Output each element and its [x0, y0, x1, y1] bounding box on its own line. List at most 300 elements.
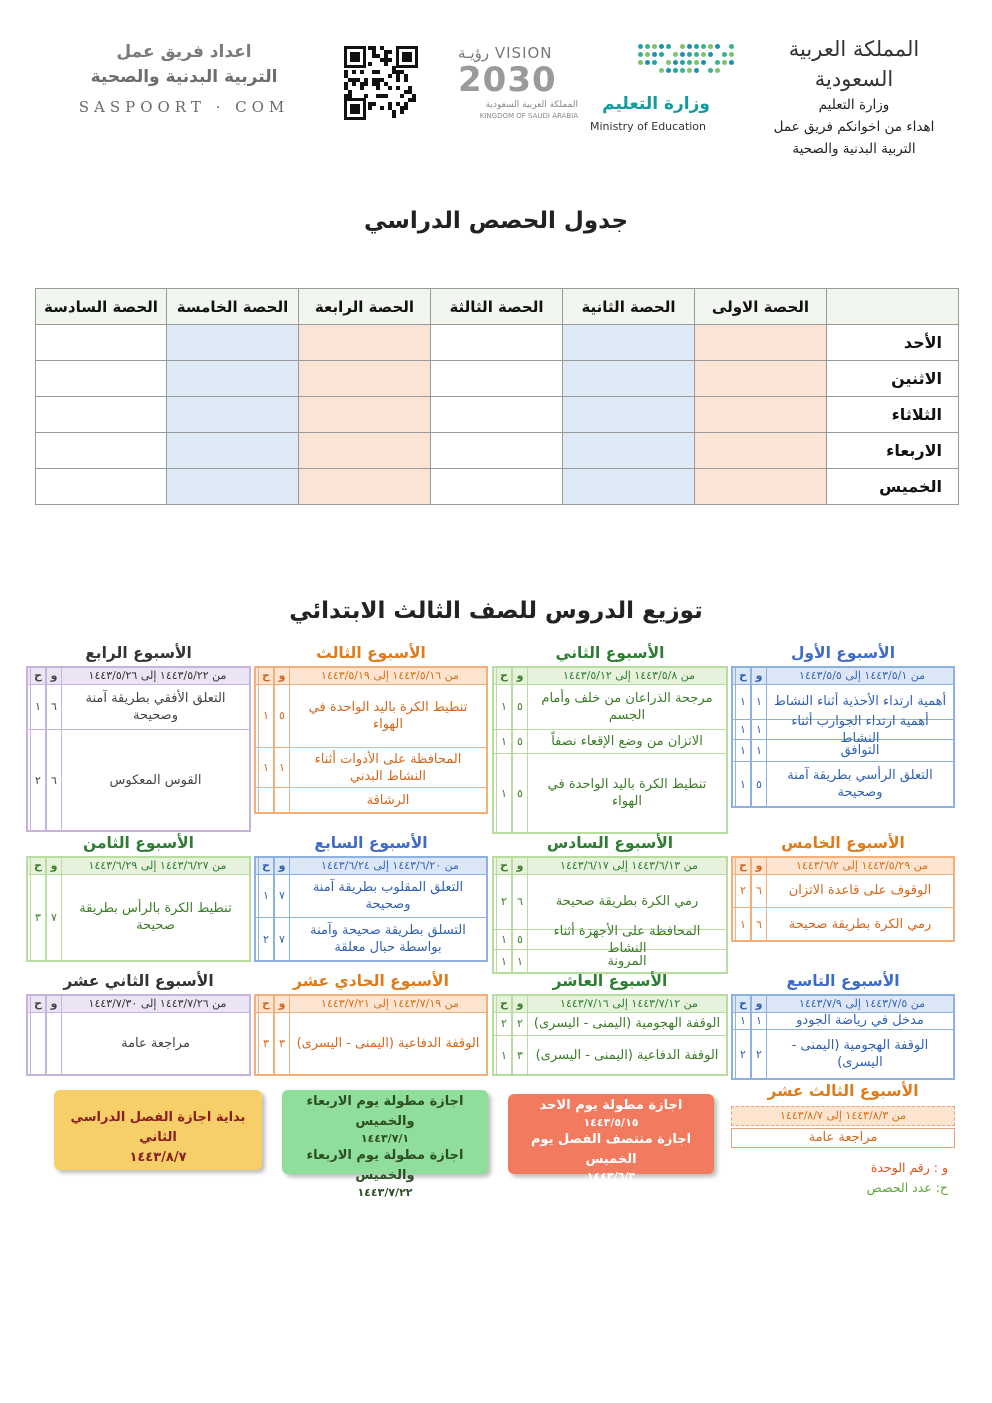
week-date: من ١٤٤٣/٦/٢٧ إلى ١٤٤٣/٦/٢٩ — [88, 859, 227, 872]
schedule-row — [36, 361, 959, 397]
schedule-cell[interactable] — [563, 469, 695, 505]
schedule-cell[interactable] — [167, 397, 299, 433]
moe-dot — [673, 68, 678, 73]
lesson-unit: ٦ — [512, 874, 528, 929]
moe-dot — [645, 52, 650, 57]
legend-unit: و : رقم الوحدة — [870, 1160, 948, 1175]
qr-module — [364, 94, 368, 98]
week-title: الأسبوع الثاني عشر — [63, 972, 214, 990]
schedule-cell[interactable] — [431, 397, 563, 433]
schedule-row — [36, 397, 959, 433]
moe-dot — [694, 44, 699, 49]
week-date: من ١٤٤٣/٥/١ إلى ١٤٤٣/٥/٥ — [798, 669, 926, 682]
moe-dot — [701, 52, 706, 57]
qr-module — [408, 90, 412, 94]
qr-module — [376, 78, 380, 82]
period-3: الحصة الثالثة — [431, 289, 563, 325]
moe-dot — [680, 44, 685, 49]
legend-count: ح: عدد الحصص — [866, 1180, 948, 1195]
moe-dot — [638, 52, 643, 57]
lesson-text: مرجحة الذراعان من خلف وأمام الجسم — [541, 690, 713, 723]
lesson-text: تنطيط الكرة بالرأس بطريقة صحيحة — [79, 901, 232, 933]
schedule-cell[interactable] — [299, 469, 431, 505]
qr-module — [380, 46, 384, 50]
lesson-count: ١ — [496, 730, 512, 753]
week-block — [492, 972, 728, 1076]
lesson-unit: ٥ — [274, 684, 290, 747]
holiday-green-line1: اجازة مطولة يوم الاربعاء والخميس — [306, 1094, 464, 1129]
week-date-row — [494, 668, 726, 685]
schedule-cell[interactable] — [299, 397, 431, 433]
lesson-text: مراجعة عامة — [121, 1035, 190, 1051]
lesson-text: الاتزان من وضع الإقعاء نصفاً — [551, 734, 703, 749]
lesson-row — [494, 923, 726, 956]
week-date: من ١٤٤٣/٦/٢٠ إلى ١٤٤٣/٦/٢٤ — [321, 859, 459, 872]
qr-module — [388, 58, 392, 62]
week-date-row — [256, 996, 486, 1013]
schedule-cell[interactable] — [563, 325, 695, 361]
schedule-cell[interactable] — [167, 325, 299, 361]
schedule-cell[interactable] — [563, 361, 695, 397]
qr-module — [402, 52, 412, 62]
lesson-text: أهمية ارتداء الأحذية أثناء النشاط — [773, 694, 947, 709]
lesson-unit: ٦ — [751, 908, 767, 940]
week-date: من ١٤٤٣/٥/٨ إلى ١٤٤٣/٥/١٢ — [563, 669, 695, 682]
lesson-count — [258, 788, 274, 812]
ministry-header — [754, 34, 954, 160]
schedule-cell[interactable] — [299, 433, 431, 469]
qr-module — [352, 82, 356, 86]
moe-dot — [659, 68, 664, 73]
qr-module — [396, 70, 400, 74]
lesson-unit: ٦ — [46, 684, 62, 729]
week-date: من ١٤٤٣/٧/١٢ إلى ١٤٤٣/٧/١٦ — [560, 997, 698, 1010]
week-title: الأسبوع الثالث — [316, 644, 426, 662]
lesson-count: ٣ — [30, 874, 46, 960]
lesson-count: ١ — [258, 748, 274, 787]
moe-dot — [708, 44, 713, 49]
lesson-row — [494, 1036, 726, 1074]
brand-block — [66, 40, 302, 124]
schedule-cell[interactable] — [167, 361, 299, 397]
lesson-text: التسلق بطريقة صحيحة وآمنة بواسطة حبال معلقة — [310, 923, 466, 955]
qr-module — [388, 86, 392, 90]
schedule-cell[interactable] — [431, 361, 563, 397]
qr-module — [348, 78, 352, 82]
schedule-cell[interactable] — [36, 325, 167, 361]
legend — [748, 1158, 948, 1198]
moe-dot — [715, 60, 720, 65]
lesson-count: ١ — [258, 684, 274, 747]
schedule-cell[interactable] — [431, 325, 563, 361]
lesson-row — [733, 762, 953, 806]
qr-module — [392, 66, 396, 70]
lesson-unit: ١ — [751, 684, 767, 719]
qr-module — [372, 82, 376, 86]
moe-dot — [652, 60, 657, 65]
qr-module — [400, 110, 404, 114]
qr-module — [388, 102, 392, 106]
week-block — [254, 834, 488, 962]
unit-col-header: و — [751, 668, 767, 684]
moe-dot — [708, 52, 713, 57]
qr-module — [372, 54, 376, 58]
lesson-unit: ٥ — [512, 930, 528, 949]
qr-module — [400, 94, 404, 98]
qr-module — [350, 104, 360, 114]
lesson-count: ١ — [496, 1036, 512, 1074]
week-date-row — [28, 996, 249, 1013]
lesson-count — [30, 1012, 46, 1074]
qr-module — [412, 94, 416, 98]
moe-dot — [680, 60, 685, 65]
schedule-cell[interactable] — [695, 469, 827, 505]
qr-module — [376, 70, 380, 74]
lesson-row — [256, 874, 486, 918]
unit-col-header: و — [751, 858, 767, 874]
lesson-text: الرشاقة — [366, 792, 410, 808]
week-title: الأسبوع الرابع — [85, 644, 192, 662]
week-date-row — [28, 668, 249, 685]
schedule-title: جدول الحصص الدراسي — [363, 208, 629, 234]
vision-ar: المملكة العربية السعودية — [485, 100, 578, 110]
unit-col-header: و — [274, 996, 290, 1012]
dept-name: التربية البدنية والصحية — [792, 141, 916, 157]
lesson-text: التوافق — [840, 743, 880, 758]
week-date: من ١٤٤٣/٧/١٩ إلى ١٤٤٣/٧/٢١ — [321, 997, 459, 1010]
lesson-text: أهمية ارتداء الجوارب أثناء النشاط — [791, 713, 929, 746]
week-title: الأسبوع الأول — [790, 644, 896, 662]
week-title: الأسبوع الخامس — [781, 834, 905, 852]
schedule-cell[interactable] — [563, 397, 695, 433]
qr-module — [348, 90, 352, 94]
qr-module — [376, 54, 380, 58]
qr-module — [372, 78, 376, 82]
lesson-row — [494, 1012, 726, 1036]
qr-module — [404, 74, 408, 78]
week-block — [26, 834, 251, 962]
lesson-row — [256, 918, 486, 960]
brand-line-2: التربية البدنية والصحية — [90, 67, 278, 87]
moe-dot — [694, 68, 699, 73]
lesson-unit — [274, 788, 290, 812]
lesson-unit: ٦ — [46, 730, 62, 830]
lesson-text: مدخل في رياضة الجودو — [796, 1013, 924, 1028]
week-table — [731, 666, 955, 808]
schedule-cell[interactable] — [36, 397, 167, 433]
lesson-count: ٢ — [735, 874, 751, 907]
schedule-cell[interactable] — [431, 433, 563, 469]
unit-col-header: و — [512, 668, 528, 684]
holiday-green-line3: اجازة مطولة يوم الاربعاء والخميس — [306, 1148, 464, 1183]
week-table — [492, 994, 728, 1076]
moe-dot — [729, 52, 734, 57]
qr-module — [404, 102, 408, 106]
week-table — [26, 994, 251, 1076]
moe-dot — [701, 44, 706, 49]
period-2: الحصة الثانية — [563, 289, 695, 325]
moe-dots-icon — [638, 44, 734, 78]
period-1: الحصة الاولى — [695, 289, 827, 325]
qr-module — [376, 86, 380, 90]
qr-module — [372, 70, 376, 74]
week-table — [254, 994, 488, 1076]
moe-logo — [588, 40, 738, 140]
schedule-table — [35, 288, 959, 505]
lesson-unit: ٢ — [512, 1012, 528, 1035]
qr-module — [376, 82, 380, 86]
lesson-unit: ٢ — [751, 1030, 767, 1078]
count-col-header: ح — [496, 858, 512, 874]
qr-module — [380, 94, 384, 98]
qr-module — [384, 50, 388, 54]
week-date: من ١٤٤٣/٦/١٣ إلى ١٤٤٣/٦/١٧ — [560, 859, 698, 872]
moe-dot — [673, 52, 678, 57]
qr-module — [392, 110, 396, 114]
vision-en: KINGDOM OF SAUDI ARABIA — [479, 112, 578, 120]
lesson-count: ٢ — [496, 874, 512, 929]
lesson-text: المحافظة على الأدوات أثناء النشاط البدني — [314, 751, 462, 784]
week-date: من ١٤٤٣/٧/٥ إلى ١٤٤٣/٧/٩ — [798, 997, 926, 1010]
qr-module — [388, 106, 392, 110]
lesson-unit: ٧ — [274, 918, 290, 960]
schedule-cell[interactable] — [563, 433, 695, 469]
moe-dot — [701, 60, 706, 65]
lesson-row — [733, 874, 953, 908]
week-date: من ١٤٤٣/٧/٢٦ إلى ١٤٤٣/٧/٣٠ — [88, 997, 227, 1010]
qr-module — [380, 78, 384, 82]
qr-code-icon[interactable] — [344, 46, 418, 120]
holiday-red-line1: اجازة مطولة يوم الاحد — [539, 1098, 683, 1113]
moe-dot — [673, 60, 678, 65]
period-5: الحصة الخامسة — [167, 289, 299, 325]
week-13-block — [731, 1082, 955, 1154]
holiday-red-line4: ١٤٤٣/٦/٣ — [586, 1170, 636, 1183]
week-13-title: الأسبوع الثالث عشر — [767, 1082, 919, 1100]
lesson-text: الوقوف على قاعدة الاتزان — [788, 883, 932, 898]
week-title: الأسبوع الحادي عشر — [293, 972, 449, 990]
week-table — [26, 856, 251, 962]
lesson-text: رمي الكرة بطريقة صحيحة — [555, 894, 699, 909]
schedule-cell[interactable] — [695, 433, 827, 469]
qr-module — [360, 82, 364, 86]
count-col-header: ح — [496, 996, 512, 1012]
week-table — [731, 994, 955, 1080]
moe-dot — [638, 60, 643, 65]
lesson-row — [256, 748, 486, 788]
unit-col-header: و — [274, 858, 290, 874]
count-col-header: ح — [496, 668, 512, 684]
moe-dot — [687, 68, 692, 73]
lesson-row — [256, 1012, 486, 1074]
unit-col-header: و — [46, 668, 62, 684]
week-block — [254, 972, 488, 1076]
lesson-count: ١ — [735, 1012, 751, 1029]
lesson-unit: ٥ — [512, 730, 528, 753]
qr-module — [384, 82, 388, 86]
day-label: الأحد — [827, 325, 959, 361]
lesson-unit: ٧ — [274, 874, 290, 917]
schedule-cell[interactable] — [695, 397, 827, 433]
lesson-count: ١ — [735, 762, 751, 806]
moe-dot — [687, 52, 692, 57]
lesson-count: ١ — [496, 754, 512, 832]
week-title: الأسبوع السادس — [546, 834, 674, 852]
lesson-count: ٢ — [735, 1030, 751, 1078]
week-block — [492, 644, 728, 834]
lesson-row — [733, 908, 953, 940]
week-date-row — [733, 668, 953, 685]
count-col-header: ح — [735, 996, 751, 1012]
lesson-count: ١ — [735, 684, 751, 719]
lesson-row — [733, 713, 953, 746]
lesson-text: الوقفة الدفاعية (اليمنى - اليسرى) — [535, 1047, 719, 1063]
qr-module — [400, 70, 404, 74]
lesson-unit: ١ — [274, 748, 290, 787]
week-table — [254, 666, 488, 814]
lesson-count: ١ — [496, 950, 512, 972]
lesson-unit: ٧ — [46, 874, 62, 960]
moe-dot — [645, 44, 650, 49]
holiday-box-red — [508, 1094, 714, 1183]
lesson-row — [494, 730, 726, 754]
lesson-row — [494, 684, 726, 730]
schedule-cell[interactable] — [167, 469, 299, 505]
lesson-count: ٢ — [258, 918, 274, 960]
moe-dot — [680, 52, 685, 57]
lesson-unit: ٦ — [751, 874, 767, 907]
unit-col-header: و — [512, 858, 528, 874]
moe-dot — [694, 60, 699, 65]
moe-dot — [722, 60, 727, 65]
qr-module — [376, 94, 380, 98]
day-label: الثلاثاء — [827, 397, 959, 433]
qr-module — [380, 106, 384, 110]
moe-dot — [729, 60, 734, 65]
qr-module — [396, 78, 400, 82]
lesson-row — [256, 684, 486, 748]
qr-module — [396, 86, 400, 90]
moe-dot — [687, 60, 692, 65]
moe-dot — [645, 60, 650, 65]
moe-dot — [687, 44, 692, 49]
lesson-unit: ٣ — [512, 1036, 528, 1074]
week-block — [26, 644, 251, 832]
moe-dot — [708, 68, 713, 73]
qr-module — [344, 82, 348, 86]
week-title: الأسبوع العاشر — [552, 972, 668, 990]
count-col-header: ح — [258, 668, 274, 684]
holiday-box-green — [282, 1090, 488, 1199]
qr-module — [344, 70, 348, 74]
lesson-count: ٣ — [258, 1012, 274, 1074]
schedule-cell[interactable] — [299, 325, 431, 361]
lesson-unit: ٣ — [274, 1012, 290, 1074]
qr-module — [404, 78, 408, 82]
week-block — [731, 834, 955, 942]
qr-module — [392, 70, 396, 74]
lesson-unit — [46, 1012, 62, 1074]
moe-dot — [659, 44, 664, 49]
qr-module — [372, 102, 376, 106]
unit-col-header: و — [274, 668, 290, 684]
week-title: الأسبوع الثاني — [555, 644, 665, 662]
qr-module — [400, 106, 404, 110]
lesson-row — [494, 950, 726, 972]
schedule-cell[interactable] — [36, 469, 167, 505]
count-col-header: ح — [30, 996, 46, 1012]
ministry-name: وزارة التعليم — [818, 97, 890, 113]
lesson-count: ١ — [735, 720, 751, 739]
week-block — [731, 644, 955, 808]
lesson-count: ٢ — [496, 1012, 512, 1035]
week-table — [254, 856, 488, 962]
period-4: الحصة الرابعة — [299, 289, 431, 325]
lesson-unit: ١ — [751, 1012, 767, 1029]
lesson-text: المرونة — [607, 953, 647, 969]
holiday-yellow-line2: ١٤٤٣/٨/٧ — [129, 1150, 187, 1165]
schedule-cell[interactable] — [695, 325, 827, 361]
schedule-cell[interactable] — [695, 361, 827, 397]
week-title: الأسبوع التاسع — [786, 972, 900, 990]
qr-module — [384, 62, 388, 66]
moe-dot — [694, 52, 699, 57]
lesson-text: القوس المعكوس — [109, 772, 202, 788]
moe-dot — [680, 68, 685, 73]
week-date-row — [494, 996, 726, 1013]
lesson-text: التعلق الأفقي بطريقة آمنة وصحيحة — [85, 690, 226, 723]
schedule-cell[interactable] — [167, 433, 299, 469]
schedule-cell[interactable] — [36, 361, 167, 397]
brand-line-1: اعداد فريق عمل — [116, 42, 252, 62]
moe-dot — [715, 44, 720, 49]
unit-col-header: و — [46, 858, 62, 874]
lesson-text: المحافظة على الأجهزة أثناء النشاط — [553, 923, 701, 956]
qr-module — [344, 74, 348, 78]
schedule-cell[interactable] — [431, 469, 563, 505]
lesson-text: الوقفة الهجومية (اليمنى - اليسرى) — [791, 1038, 929, 1070]
lesson-row — [256, 788, 486, 812]
schedule-row — [36, 325, 959, 361]
qr-module — [350, 52, 360, 62]
qr-module — [364, 78, 368, 82]
moe-dot — [652, 44, 657, 49]
lesson-count: ١ — [735, 740, 751, 761]
schedule-cell[interactable] — [299, 361, 431, 397]
count-col-header: ح — [258, 858, 274, 874]
qr-module — [368, 46, 372, 50]
qr-module — [384, 58, 388, 62]
schedule-cell[interactable] — [36, 433, 167, 469]
day-label: الخميس — [827, 469, 959, 505]
moe-dot — [659, 52, 664, 57]
qr-module — [356, 78, 360, 82]
vision-2030-logo — [458, 44, 578, 124]
qr-module — [368, 62, 372, 66]
lesson-count: ١ — [30, 684, 46, 729]
unit-col-header: و — [46, 996, 62, 1012]
holiday-yellow-line1: بداية اجازة الفصل الدراسي الثاني — [70, 1110, 246, 1145]
week-table — [731, 856, 955, 942]
lesson-row — [733, 1012, 953, 1030]
qr-module — [396, 74, 400, 78]
week-title: الأسبوع السابع — [314, 834, 428, 852]
qr-module — [360, 70, 364, 74]
lesson-row — [733, 1030, 953, 1078]
lesson-unit: ١ — [751, 720, 767, 739]
holiday-box-yellow — [54, 1090, 262, 1170]
count-col-header: ح — [258, 996, 274, 1012]
